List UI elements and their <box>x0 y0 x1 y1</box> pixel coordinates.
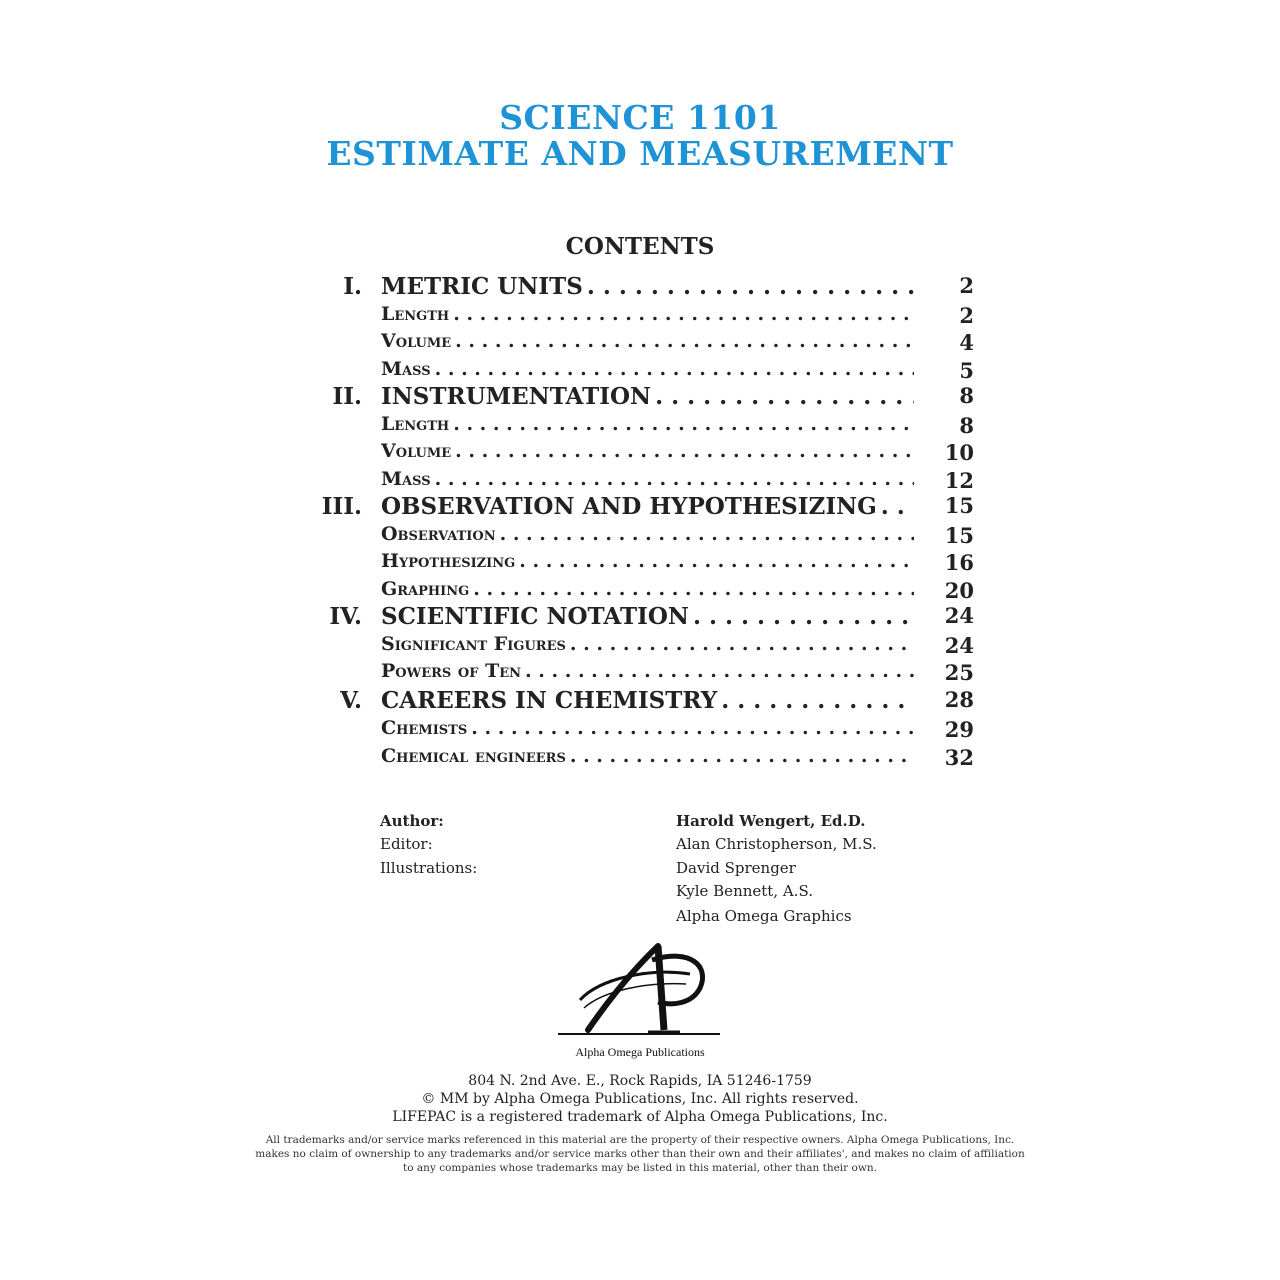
toc-sub-length[interactable] <box>0 413 1280 441</box>
toc-sub-volume[interactable] <box>0 330 1280 358</box>
toc-page-number: 28 <box>944 687 974 712</box>
toc-sub-label: Powers of Ten <box>381 660 522 682</box>
toc-page-number: 2 <box>959 303 974 328</box>
toc-sub-label: Observation <box>381 523 496 545</box>
toc-page-number: 2 <box>959 273 974 298</box>
toc-section-instrumentation[interactable] <box>0 383 1280 411</box>
toc-section-label: SCIENTIFIC NOTATION <box>381 603 689 630</box>
credit-author <box>380 812 940 834</box>
illustrator-name: David Sprenger <box>676 859 796 877</box>
illustrator-name: Kyle Bennett, A.S. <box>676 882 813 900</box>
publisher-footer <box>0 1072 1280 1126</box>
toc-section-number: V. <box>340 687 362 714</box>
toc-sub-powers-of-ten[interactable] <box>0 660 1280 688</box>
title-line-2: ESTIMATE AND MEASUREMENT <box>326 134 954 173</box>
toc-page-number: 12 <box>944 468 974 493</box>
toc-section-scientific-notation[interactable] <box>0 603 1280 631</box>
toc-sub-label: Graphing <box>381 578 470 600</box>
toc-page-number: 32 <box>944 745 974 770</box>
credit-editor <box>380 835 940 857</box>
toc-sub-mass[interactable] <box>0 358 1280 386</box>
toc-sub-hypothesizing[interactable] <box>0 550 1280 578</box>
toc-page-number: 15 <box>944 523 974 548</box>
toc-page-number: 24 <box>944 603 974 628</box>
fine-print-line: All trademarks and/or service marks referenced in this material are the property of their respective owners. Alpha Omega Publications, Inc. <box>265 1134 1015 1146</box>
toc-page-number: 8 <box>959 383 974 408</box>
credit-illustrations-cont <box>380 882 940 904</box>
alpha-omega-logo-icon <box>540 938 740 1068</box>
toc-page-number: 15 <box>944 493 974 518</box>
trademark-notice: LIFEPAC is a registered trademark of Alpha Omega Publications, Inc. <box>392 1109 888 1125</box>
toc-section-label: OBSERVATION AND HYPOTHESIZING <box>381 493 877 520</box>
toc-sub-label: Significant Figures <box>381 633 566 655</box>
toc-sub-volume[interactable] <box>0 440 1280 468</box>
toc-section-number: IV. <box>329 603 362 630</box>
editor-label: Editor: <box>380 835 433 853</box>
copyright-notice: © MM by Alpha Omega Publications, Inc. All rights reserved. <box>421 1091 859 1107</box>
fine-print-line: to any companies whose trademarks may be listed in this material, other than their own. <box>403 1162 877 1174</box>
toc-sub-label: Chemists <box>381 717 468 739</box>
toc-sub-graphing[interactable] <box>0 578 1280 606</box>
contents-heading: CONTENTS <box>565 233 715 260</box>
toc-sub-label: Length <box>381 303 450 325</box>
toc-sub-mass[interactable] <box>0 468 1280 496</box>
toc-sub-label: Mass <box>381 358 431 380</box>
title-line-1: SCIENCE 1101 <box>499 98 781 137</box>
toc-sub-label: Volume <box>381 440 452 462</box>
author-label: Author: <box>380 812 444 830</box>
toc-page-number: 25 <box>944 660 974 685</box>
toc-sub-label: Hypothesizing <box>381 550 516 572</box>
credit-illustrations <box>380 859 940 881</box>
toc-page-number: 4 <box>959 330 974 355</box>
toc-sub-significant-figures[interactable] <box>0 633 1280 661</box>
editor-name: Alan Christopherson, M.S. <box>676 835 877 853</box>
toc-section-careers-in-chemistry[interactable] <box>0 687 1280 715</box>
credit-illustrations-cont <box>380 907 940 929</box>
toc-sub-label: Chemical engineers <box>381 745 566 767</box>
toc-page-number: 29 <box>944 717 974 742</box>
toc-page-number: 24 <box>944 633 974 658</box>
trademark-disclaimer <box>240 1133 1040 1175</box>
toc-page-number: 10 <box>944 440 974 465</box>
toc-sub-label: Length <box>381 413 450 435</box>
toc-section-label: METRIC UNITS <box>381 273 583 300</box>
toc-sub-chemists[interactable] <box>0 717 1280 745</box>
logo-caption: Alpha Omega Publications <box>575 1045 705 1059</box>
toc-page-number: 5 <box>959 358 974 383</box>
toc-sub-label: Volume <box>381 330 452 352</box>
toc-page-number: 20 <box>944 578 974 603</box>
toc-section-number: I. <box>343 273 362 300</box>
toc-page-number: 8 <box>959 413 974 438</box>
toc-sub-observation[interactable] <box>0 523 1280 551</box>
fine-print-line: makes no claim of ownership to any trademarks and/or service marks other than their own and their affiliates', and makes no claim of affiliation <box>255 1148 1025 1160</box>
document-title <box>0 100 1280 172</box>
toc-section-observation-and-hypothesizing[interactable] <box>0 493 1280 521</box>
toc-section-label: CAREERS IN CHEMISTRY <box>381 687 718 714</box>
publisher-address: 804 N. 2nd Ave. E., Rock Rapids, IA 51246-1759 <box>468 1073 812 1089</box>
illustrations-label: Illustrations: <box>380 859 478 877</box>
illustrator-name: Alpha Omega Graphics <box>676 907 852 925</box>
toc-sub-label: Mass <box>381 468 431 490</box>
toc-section-label: INSTRUMENTATION <box>381 383 652 410</box>
toc-section-number: III. <box>321 493 362 520</box>
toc-sub-length[interactable] <box>0 303 1280 331</box>
toc-section-metric-units[interactable] <box>0 273 1280 301</box>
toc-page-number: 16 <box>944 550 974 575</box>
toc-section-number: II. <box>332 383 362 410</box>
toc-sub-chemical-engineers[interactable] <box>0 745 1280 773</box>
author-name: Harold Wengert, Ed.D. <box>676 812 866 830</box>
alpha-omega-logo <box>540 938 740 1068</box>
